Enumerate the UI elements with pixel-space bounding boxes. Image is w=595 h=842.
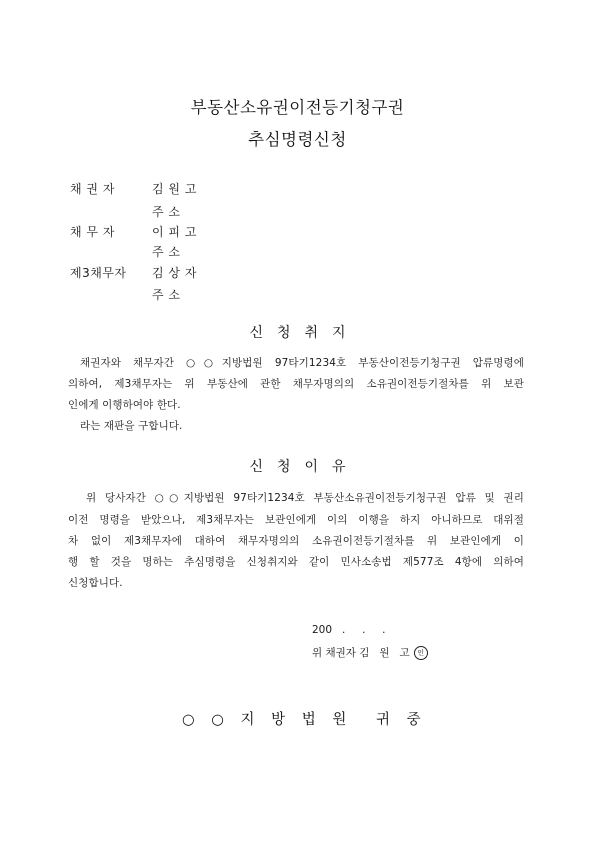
creditor-label: 채 권 자	[70, 182, 115, 196]
debtor-label: 채 무 자	[70, 225, 115, 239]
title-line-1: 부동산소유권이전등기청구권	[190, 98, 405, 117]
debtor-address-label: 주 소	[152, 245, 181, 259]
creditor-address-label: 주 소	[152, 205, 181, 219]
court-name: ○ ○ 지 방 법 원	[182, 712, 353, 728]
seal-mark: 인	[414, 646, 428, 660]
purpose-line-1: 채권자와 채무자간 ○○지방법원 97타기1234호 부동산이전등기청구권 압류명령에	[80, 357, 524, 369]
reason-line-1: 위 당사자간 ○○지방법원 97타기1234호 부동산소유권이전등기청구권 압류 및 권리	[86, 492, 524, 504]
creditor-name: 김 원 고	[152, 182, 197, 196]
purpose-line-2: 의하여, 제3채무자는 위 부동산에 관한 채무자명의의 소유권이전등기절차를 위 보관	[68, 378, 524, 390]
signature-line	[312, 645, 428, 660]
reason-line-3: 차 없이 제3채무자에 대하여 채무자명의의 소유권이전등기절차를 위 보관인에게 이	[68, 535, 524, 547]
third-debtor-address-label: 주 소	[152, 288, 181, 302]
purpose-heading: 신청취지	[249, 325, 360, 341]
debtor-name: 이 피 고	[152, 225, 197, 239]
purpose-line-4: 라는 재판을 구합니다.	[80, 420, 183, 432]
third-debtor-name: 김 상 자	[152, 266, 197, 280]
court-suffix: 귀 중	[376, 712, 427, 728]
reason-line-2: 이전 명령을 받았으나, 제3채무자는 보관인에게 이의 이행을 하지 아니하므로 대위절	[68, 514, 524, 526]
signer-name: 위 채권자 김 원 고	[312, 647, 410, 659]
third-debtor-label: 제3채무자	[70, 266, 127, 280]
purpose-line-3: 인에게 이행하여야 한다.	[68, 399, 181, 411]
filing-date: 200 . . .	[312, 624, 386, 636]
reason-heading: 신청이유	[249, 459, 360, 475]
title-line-2: 추심명령신청	[248, 130, 347, 149]
reason-line-4: 행 할 것을 명하는 추심명령을 신청취지와 같이 민사소송법 제577조 4항에 의하여	[68, 556, 524, 568]
reason-line-5: 신청합니다.	[68, 577, 123, 589]
